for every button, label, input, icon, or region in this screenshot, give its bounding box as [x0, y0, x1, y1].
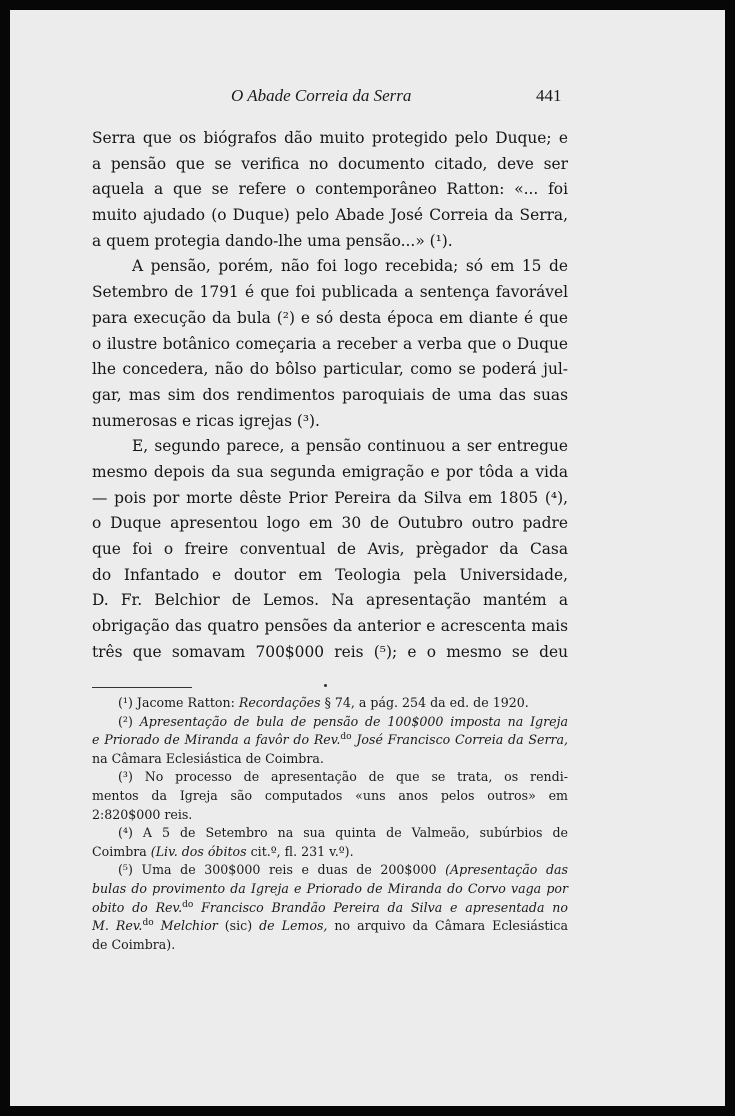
footnotes	[92, 694, 568, 954]
body-line: três que somavam 700$000 reis (⁵); e o mesmo se deu	[92, 642, 568, 661]
book-page	[10, 10, 725, 1106]
footnote-italic: (Apresentação das	[445, 862, 569, 878]
footnote-marker: (¹)	[118, 695, 133, 710]
footnote-text: cit.º, fl. 231 v.º).	[246, 843, 354, 859]
footnote-sup: do	[182, 899, 194, 910]
footnote-italic: (Liv. dos óbitos	[150, 843, 247, 859]
footnote-sup: do	[142, 917, 154, 928]
footnote-rule	[92, 687, 192, 688]
footnote-separator-dot	[324, 684, 327, 687]
footnote-italic: Francisco Brandão Pereira da Silva e apresentada no	[193, 899, 569, 915]
body-line: aquela a que se refere o contemporâneo Ratton: «... foi	[92, 180, 568, 199]
body-line: Serra que os biógrafos dão muito protegido pelo Duque; e	[92, 129, 568, 147]
footnote-text: Coimbra	[92, 843, 151, 859]
footnote-line: na Câmara Eclesiástica de Coimbra.	[92, 750, 324, 766]
footnote-line: 2:820$000 reis.	[92, 806, 193, 822]
footnote-marker: (³)	[118, 769, 133, 785]
body-line: D. Fr. Belchior de Lemos. Na apresentação mantém a	[92, 591, 568, 610]
footnote-italic: e Priorado de Miranda a favôr do Rev.	[92, 732, 341, 748]
body-line: a pensão que se verifica no documento citado, deve ser	[92, 154, 568, 173]
body-line: — pois por morte dêste Prior Pereira da Silva em 1805 (⁴),	[92, 488, 568, 507]
body-line: o Duque apresentou logo em 30 de Outubro outro padre	[92, 514, 568, 533]
body-line: o ilustre botânico começaria a receber a verba que o Duque	[92, 334, 568, 353]
footnote-text: A 5 de Setembro na sua quinta de Valmeão, subúrbios de	[142, 825, 568, 841]
body-line: que foi o freire conventual de Avis, prègador da Casa	[92, 540, 568, 558]
footnote-text: Jacome Ratton:	[136, 695, 239, 710]
footnote-line: mentos da Igreja são computados «uns anos pelos outros» em	[92, 787, 568, 803]
footnote-marker: (⁴)	[118, 825, 133, 841]
body-line: para execução da bula (²) e só desta época em diante é que	[92, 308, 568, 327]
footnote-text: § 74, a pág. 254 da ed. de 1920.	[320, 695, 529, 710]
body-text	[92, 126, 568, 665]
footnote-5	[92, 861, 568, 880]
footnote-line	[92, 731, 568, 750]
footnote-line	[92, 917, 568, 936]
body-line: a quem protegia dando-lhe uma pensão...» (¹).	[92, 231, 453, 250]
footnote-italic: Apresentação de bula de pensão de 100$000 imposta na Igreja	[139, 713, 568, 729]
body-line: obrigação das quatro pensões da anterior e acrescenta mais	[92, 617, 568, 636]
footnote-italic: obito do Rev.	[92, 899, 183, 915]
footnote-italic: José Francisco Correia da Serra,	[351, 732, 568, 748]
body-line: A pensão, porém, não foi logo recebida; só em 15 de	[132, 257, 568, 276]
footnote-italic: de Lemos,	[259, 918, 328, 934]
footnote-marker: (²)	[118, 713, 133, 729]
running-title: O Abade Correia da Serra	[231, 86, 412, 105]
footnote-marker: (⁵)	[118, 862, 133, 878]
page-number: 441	[536, 86, 562, 105]
footnote-italic: bulas do provimento da Igreja e Priorado de Miranda do Corvo vaga por	[92, 880, 568, 896]
footnote-text: no arquivo da Câmara Eclesiástica	[327, 918, 568, 934]
body-line: numerosas e ricas igrejas (³).	[92, 411, 320, 430]
footnote-line: de Coimbra).	[92, 936, 176, 952]
page-header	[10, 86, 725, 110]
footnote-italic: M. Rev.	[92, 918, 143, 934]
footnote-italic: Melchior	[153, 918, 218, 934]
footnote-text: Uma de 300$000 reis e duas de 200$000	[141, 862, 446, 878]
footnote-line	[92, 899, 568, 918]
footnote-italic: Recordações	[238, 695, 321, 710]
footnote-line	[92, 843, 568, 862]
body-line: do Infantado e doutor em Teologia pela Universidade,	[92, 565, 568, 584]
footnote-text: No processo de apresentação de que se trata, os rendi-	[144, 769, 568, 785]
footnote-3	[92, 768, 568, 787]
footnote-2	[92, 713, 568, 732]
body-line: lhe concedera, não do bôlso particular, como se poderá jul-	[92, 360, 568, 379]
footnote-1	[92, 694, 568, 713]
body-line: muito ajudado (o Duque) pelo Abade José Correia da Serra,	[92, 206, 568, 225]
footnote-sup: do	[340, 732, 352, 742]
footnote-4	[92, 824, 568, 843]
footnote-text: (sic)	[217, 918, 260, 934]
body-line: mesmo depois da sua segunda emigração e por tôda a vida	[92, 462, 568, 481]
body-line: gar, mas sim dos rendimentos paroquiais de uma das suas	[92, 385, 568, 404]
body-line: Setembro de 1791 é que foi publicada a sentença favorável	[92, 283, 568, 302]
body-line: E, segundo parece, a pensão continuou a ser entregue	[132, 437, 568, 456]
footnote-line	[92, 880, 568, 899]
